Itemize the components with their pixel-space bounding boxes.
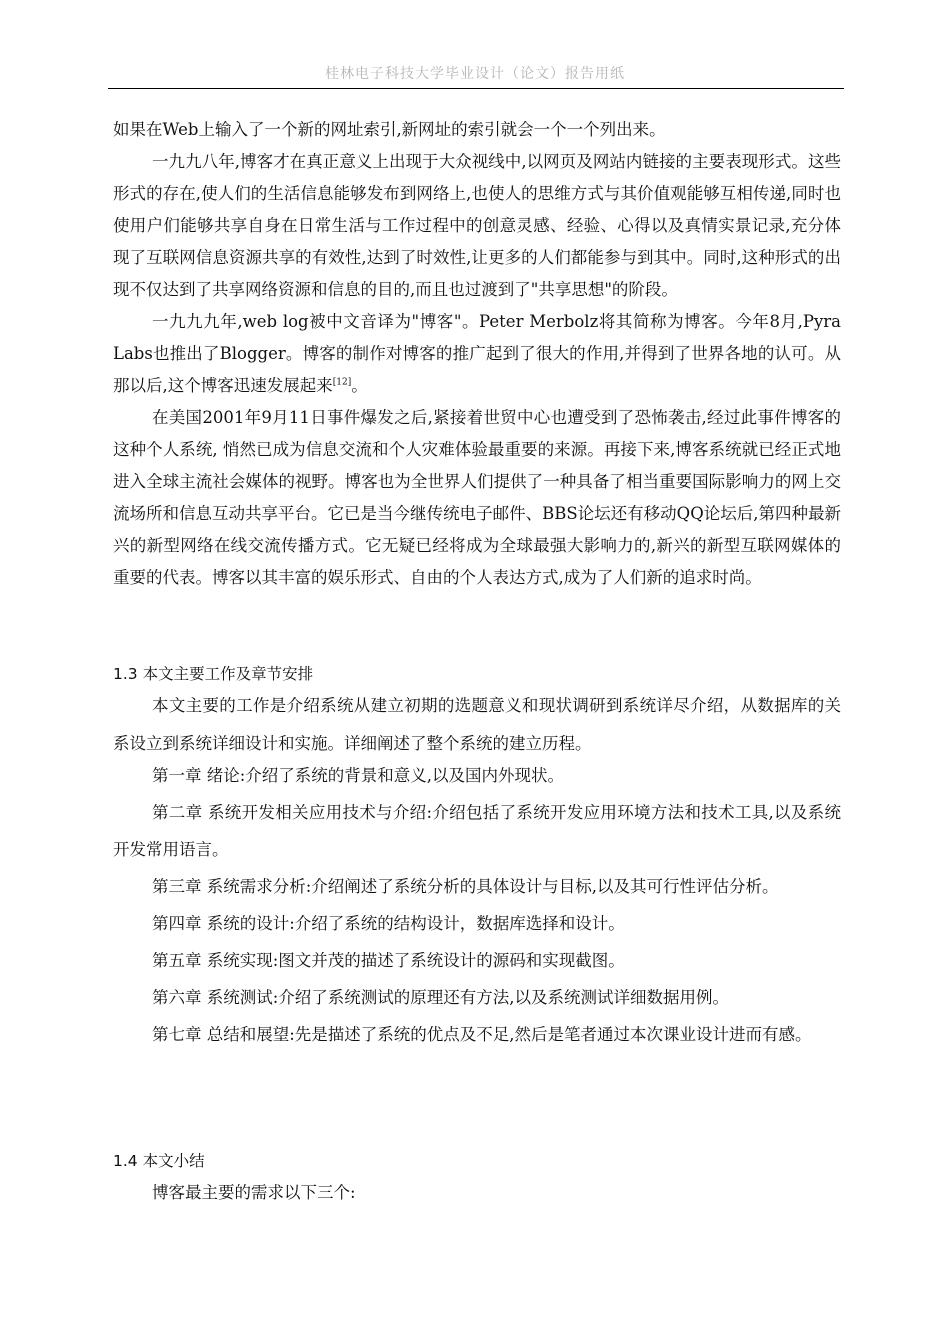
paragraph-1999 — [113, 306, 841, 402]
paragraph-1999-text: 一九九九年,web log被中文音译为"博客"。Peter Merbolz将其简称为博客。今年8月,Pyra Labs也推出了Blogger。博客的制作对博客的推广起到了很大的作用,并得到了世界各地的认可。从那以后,这个博客迅速发展起来 — [113, 312, 841, 395]
paragraph-continuation: 如果在Web上输入了一个新的网址索引,新网址的索引就会一个一个列出来。 — [113, 120, 666, 139]
chapter-item: 第二章 系统开发相关应用技术与介绍:介绍包括了系统开发应用环境方法和技术工具,以及系统开发常用语言。 — [113, 803, 841, 859]
chapter-item: 第四章 系统的设计:介绍了系统的结构设计，数据库选择和设计。 — [152, 914, 625, 933]
section-1-4 — [113, 1145, 841, 1209]
body-section-1 — [113, 114, 841, 594]
section-1-4-heading: 1.4 本文小结 — [113, 1152, 205, 1170]
chapter-item: 第五章 系统实现:图文并茂的描述了系统设计的源码和实现截图。 — [152, 951, 625, 970]
header-divider — [108, 88, 844, 89]
chapter-list — [113, 757, 841, 1053]
section-1-3-intro: 本文主要的工作是介绍系统从建立初期的选题意义和现状调研到系统详尽介绍，从数据库的关系设立到系统详细设计和实施。详细阐述了整个系统的建立历程。 — [113, 696, 841, 753]
paragraph-2001: 在美国2001年9月11日事件爆发之后,紧接着世贸中心也遭受到了恐怖袭击,经过此事件博客的这种个人系统, 悄然已成为信息交流和个人灾难体验最重要的来源。再接下来,博客系统就已经正式地进入全球主流社会媒体的视野。博客也为全世界人们提供了一种具备了相当重要国际影响力的网上交流场所和信息互动共享平台。它已是当今继传统电子邮件、BBS论坛还有移动QQ论坛后,第四种最新兴的新型网络在线交流传播方式。它无疑已经将成为全球最强大影响力的,新兴的新型互联网媒体的重要的代表。博客以其丰富的娱乐形式、自由的个人表达方式,成为了人们新的追求时尚。 — [113, 408, 841, 587]
chapter-item: 第六章 系统测试:介绍了系统测试的原理还有方法,以及系统测试详细数据用例。 — [152, 988, 730, 1007]
section-1-4-text: 博客最主要的需求以下三个: — [152, 1183, 356, 1202]
citation-ref: [12] — [332, 377, 352, 388]
chapter-item: 第一章 绪论:介绍了系统的背景和意义,以及国内外现状。 — [152, 766, 565, 785]
section-1-3 — [113, 658, 841, 763]
chapter-item: 第七章 总结和展望:先是描述了系统的优点及不足,然后是笔者通过本次课业设计进而有感。 — [152, 1025, 812, 1044]
paragraph-1999-end: 。 — [351, 376, 368, 395]
chapter-item: 第三章 系统需求分析:介绍阐述了系统分析的具体设计与目标,以及其可行性评估分析。 — [152, 877, 779, 896]
paragraph-1998: 一九九八年,博客才在真正意义上出现于大众视线中,以网页及网站内链接的主要表现形式。这些形式的存在,使人们的生活信息能够发布到网络上,也使人的思维方式与其价值观能够互相传递,同时也使用户们能够共享自身在日常生活与工作过程中的创意灵感、经验、心得以及真情实景记录,充分体现了互联网信息资源共享的有效性,达到了时效性,让更多的人们都能参与到其中。同时,这种形式的出现不仅达到了共享网络资源和信息的目的,而且也过渡到了"共享思想"的阶段。 — [113, 152, 841, 299]
page-header: 桂林电子科技大学毕业设计（论文）报告用纸 — [325, 66, 625, 82]
section-1-3-heading: 1.3 本文主要工作及章节安排 — [113, 665, 314, 683]
